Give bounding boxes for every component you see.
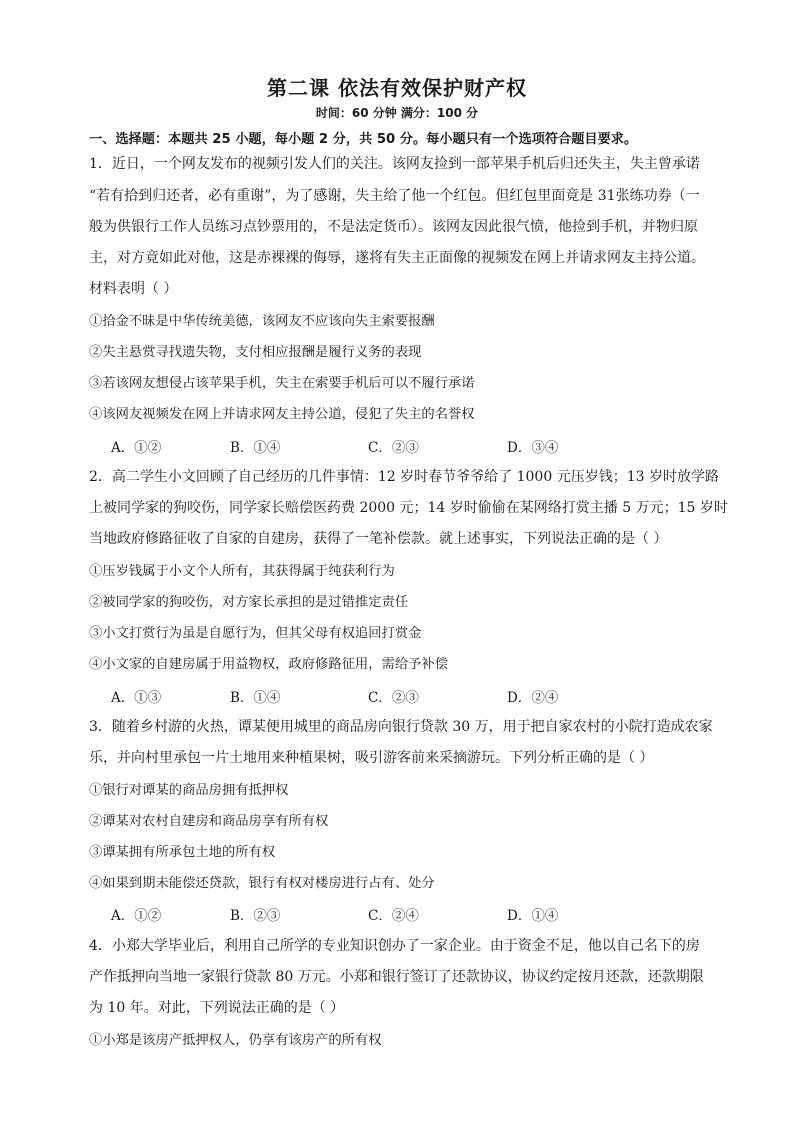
question-1-option-2: ②失主悬赏寻找遗失物，支付相应报酬是履行义务的表现 [89, 345, 422, 360]
question-3-choice-a: A．①② [111, 908, 162, 924]
question-3-choice-d: D．①④ [507, 908, 559, 924]
question-3-choice-b: B．②③ [230, 908, 281, 924]
question-2-choice-a: A．①③ [111, 690, 162, 706]
question-1-line-3: 般为供银行工作人员练习点钞票用的，不是法定货币）。该网友因此很气愤，他捡到手机，并物归原 [89, 219, 698, 235]
question-1-line-5: 材料表明（ ） [89, 281, 178, 297]
question-2-choice-b: B．①④ [230, 690, 281, 706]
question-3-option-4: ④如果到期未能偿还贷款，银行有权对楼房进行占有、处分 [89, 876, 435, 891]
question-3-option-2: ②谭某对农村自建房和商品房享有所有权 [89, 814, 329, 829]
question-2-choice-d: D．②④ [507, 690, 559, 706]
question-4-line-3: 为 10 年。对此，下列说法正确的是（ ） [89, 1000, 345, 1016]
question-2-line-2: 上被同学家的狗咬伤，同学家长赔偿医药费 2000 元；14 岁时偷偷在某网络打赏主播 5 万元；15 岁时 [89, 500, 728, 516]
question-3-option-1: ①银行对谭某的商品房拥有抵押权 [89, 783, 289, 798]
question-4-line-2: 产作抵押向当地一家银行贷款 80 万元。小郑和银行签订了还款协议，协议约定按月还款，还款期限 [89, 969, 704, 985]
question-1-option-3: ③若该网友想侵占该苹果手机，失主在索要手机后可以不履行承诺 [89, 376, 475, 391]
question-4-line-1: 4．小郑大学毕业后，利用自己所学的专业知识创办了一家企业。由于资金不足，他以自己名下的房 [89, 938, 700, 954]
exam-info: 时间：60 分钟 满分：100 分 [315, 106, 479, 120]
question-2-line-1: 2．高二学生小文回顾了自己经历的几件事情：12 岁时春节爷爷给了 1000 元压岁钱；13 岁时放学路 [89, 469, 719, 485]
question-1-choice-d: D．③④ [507, 440, 559, 456]
question-1-line-4: 主，对方竟如此对他，这是赤裸裸的侮辱，遂将有失主正面像的视频发在网上并请求网友主持公道。 [89, 250, 705, 266]
question-1-line-2: “若有拾到归还者，必有重谢”，为了感谢，失主给了他一个红包。但红包里面竟是 31张练功券（一 [89, 188, 700, 204]
question-1-option-1: ①拾金不昧是中华传统美德，该网友不应该向失主索要报酬 [89, 314, 435, 329]
question-2-line-3: 当地政府修路征收了自家的自建房，获得了一笔补偿款。就上述事实，下列说法正确的是（ ） [89, 531, 668, 547]
question-1-choice-c: C．②③ [368, 440, 419, 456]
question-3-choice-c: C．②④ [368, 908, 419, 924]
question-2-option-3: ③小文打赏行为虽是自愿行为，但其父母有权追回打赏金 [89, 626, 422, 641]
question-3-line-1: 3．随着乡村游的火热，谭某便用城里的商品房向银行贷款 30 万，用于把自家农村的小院打造成农家 [89, 719, 713, 735]
question-1-line-1: 1．近日，一个网友发布的视频引发人们的关注。该网友捡到一部苹果手机后归还失主，失主曾承诺 [89, 156, 700, 172]
question-3-line-2: 乐，并向村里承包一片土地用来种植果树，吸引游客前来采摘游玩。下列分析正确的是（ ） [89, 750, 654, 766]
question-1-choice-a: A．①② [111, 440, 162, 456]
section-heading: 一、选择题：本题共 25 小题，每小题 2 分，共 50 分。每小题只有一个选项符合题目要求。 [89, 132, 638, 147]
question-1-choice-b: B．①④ [230, 440, 281, 456]
question-4-option-1: ①小郑是该房产抵押权人，仍享有该房产的所有权 [89, 1033, 382, 1048]
question-2-option-2: ②被同学家的狗咬伤，对方家长承担的是过错推定责任 [89, 595, 409, 610]
question-2-choice-c: C．②③ [368, 690, 419, 706]
question-2-option-4: ④小文家的自建房属于用益物权，政府修路征用，需给予补偿 [89, 657, 449, 672]
question-3-option-3: ③谭某拥有所承包土地的所有权 [89, 845, 276, 860]
question-1-option-4: ④该网友视频发在网上并请求网友主持公道，侵犯了失主的名誉权 [89, 407, 475, 422]
question-2-option-1: ①压岁钱属于小文个人所有，其获得属于纯获利行为 [89, 564, 395, 579]
page-title: 第二课 依法有效保护财产权 [267, 76, 527, 100]
